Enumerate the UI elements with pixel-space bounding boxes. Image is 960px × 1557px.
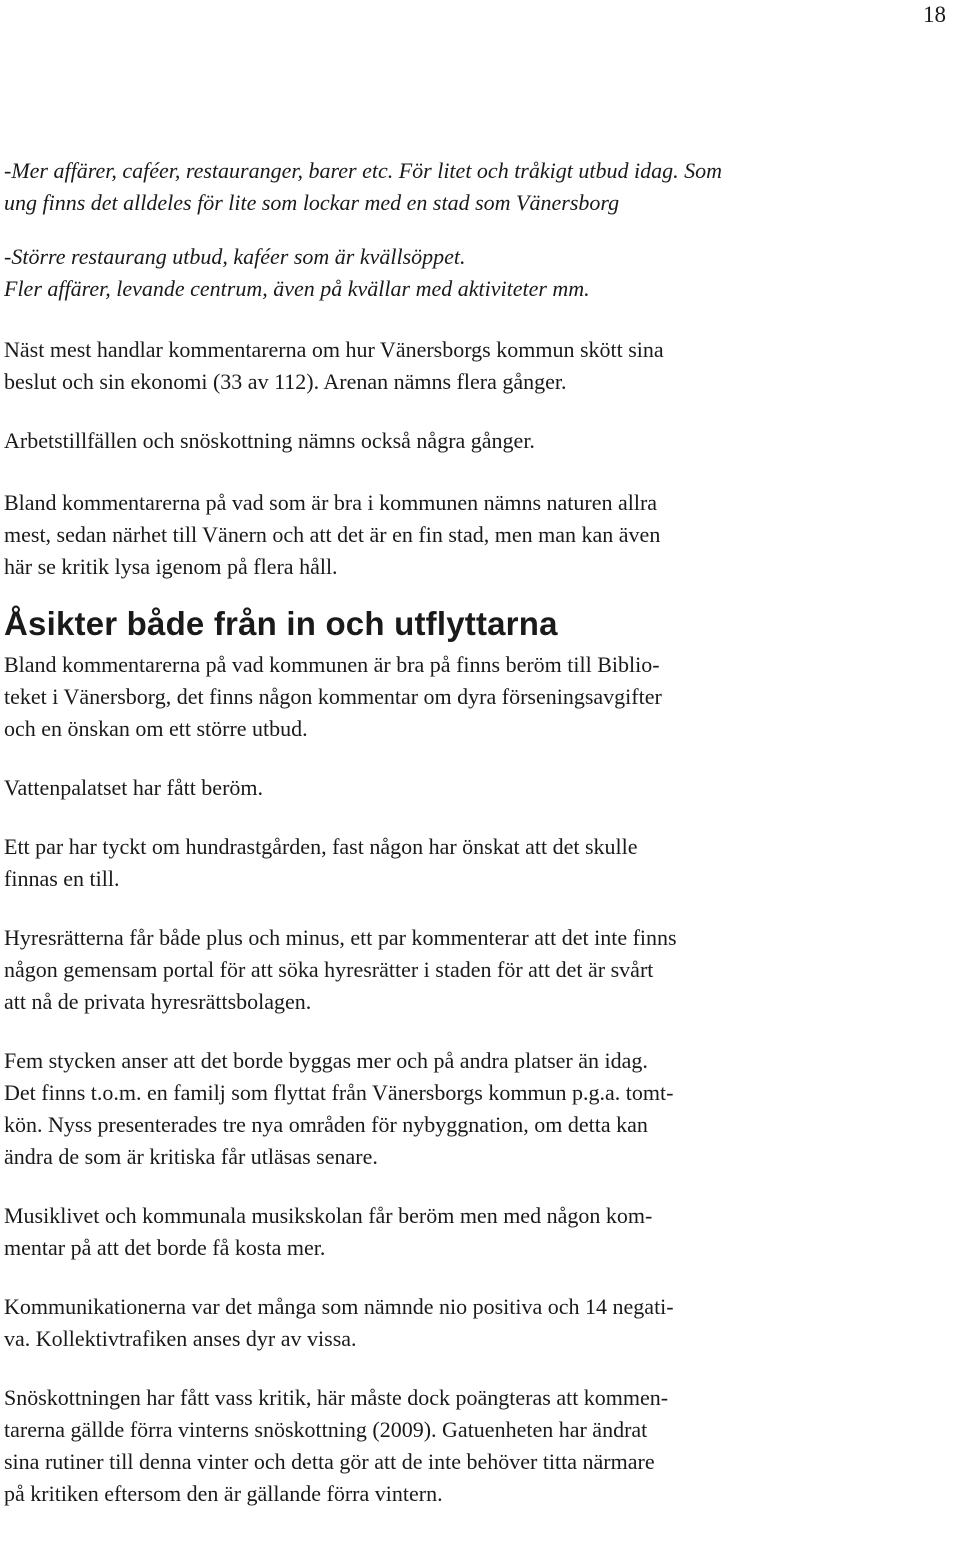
body-paragraph: Näst mest handlar kommentarerna om hur Vänersborgs kommun skött sina beslut och sin ekonomi (33 av 112). Arenan nämns flera gånger. (4, 337, 664, 394)
body-paragraph: Ett par har tyckt om hundrastgården, fast någon har önskat att det skulle finnas en till. (4, 834, 638, 891)
page-number: 18 (923, 2, 946, 27)
body-paragraph: Vattenpalatset har fått beröm. (4, 775, 264, 800)
quote-paragraph: -Mer affärer, caféer, restauranger, barer etc. För litet och tråkigt utbud idag. Som ung finns det alldeles för lite som lockar med en stad som Vänersborg (4, 158, 722, 215)
section-heading: Åsikter både från in och utflyttarna (4, 605, 558, 642)
body-paragraph: Musiklivet och kommunala musikskolan får beröm men med någon kom- mentar på att det borde få kosta mer. (4, 1203, 653, 1260)
body-paragraph: Fem stycken anser att det borde byggas mer och på andra platser än idag. Det finns t.o.m. en familj som flyttat från Vänersborgs kommun p.g.a. tomt- kön. Nyss presenterades tre nya områden för nybyggnation, om detta kan ändra de som är kritiska får utläsas senare. (4, 1048, 674, 1169)
quote-paragraph: -Större restaurang utbud, kaféer som är kvällsöppet. Fler affärer, levande centrum, även på kvällar med aktiviteter mm. (4, 244, 590, 301)
body-paragraph: Bland kommentarerna på vad kommunen är bra på finns beröm till Biblio- teket i Vänersborg, det finns någon kommentar om dyra förseningsavgifter och en önskan om ett större utbud. (4, 652, 662, 741)
body-paragraph: Arbetstillfällen och snöskottning nämns också några gånger. (4, 428, 535, 453)
document-body (4, 155, 949, 1510)
body-paragraph: Snöskottningen har fått vass kritik, här måste dock poängteras att kommen- tarerna gällde förra vinterns snöskottning (2009). Gatuenheten har ändrat sina rutiner till denna vinter och detta gör att de inte behöver titta närmare på kritiken eftersom den är gällande förra vintern. (4, 1385, 669, 1506)
body-paragraph: Bland kommentarerna på vad som är bra i kommunen nämns naturen allra mest, sedan närhet till Vänern och att det är en fin stad, men man kan även här se kritik lysa igenom på flera håll. (4, 490, 661, 579)
body-paragraph: Hyresrätterna får både plus och minus, ett par kommenterar att det inte finns någon gemensam portal för att söka hyresrätter i staden för att det är svårt att nå de privata hyresrättsbolagen. (4, 925, 677, 1014)
body-paragraph: Kommunikationerna var det många som nämnde nio positiva och 14 negati- va. Kollektivtrafiken anses dyr av vissa. (4, 1294, 674, 1351)
